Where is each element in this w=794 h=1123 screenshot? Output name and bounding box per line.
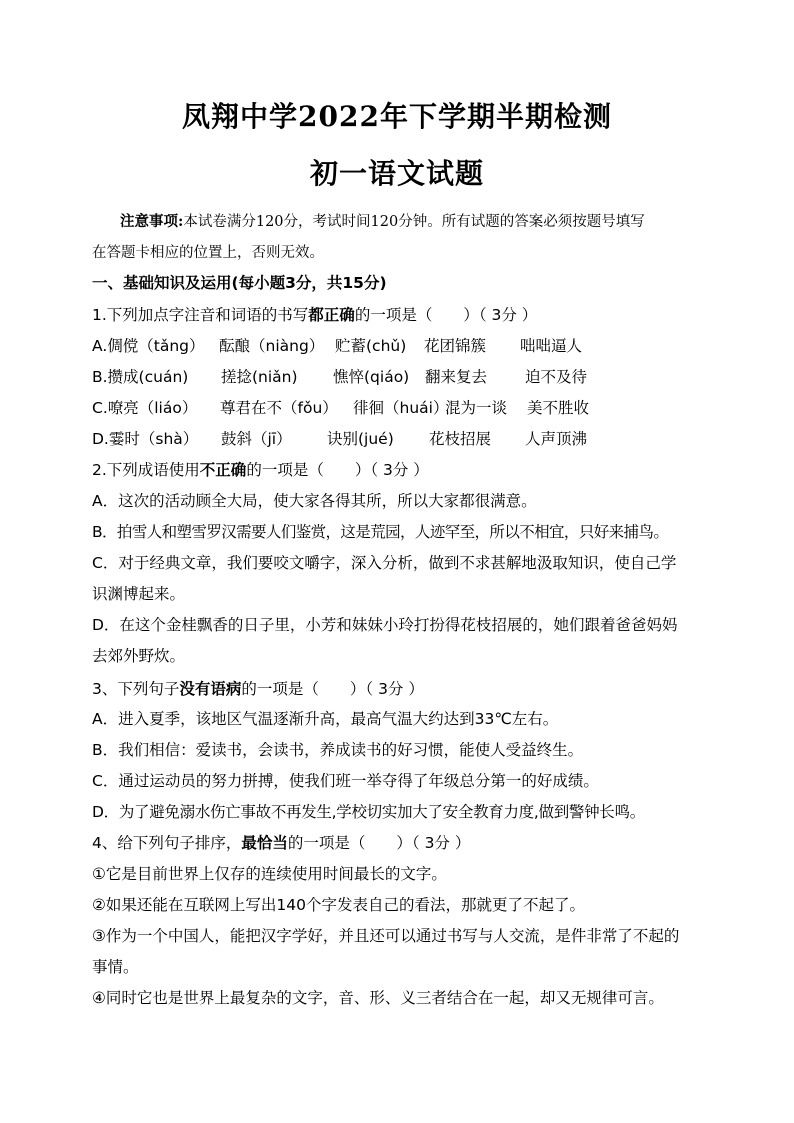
q1-option-b — [92, 367, 732, 387]
q1-option-c — [92, 398, 732, 418]
question-4 — [92, 833, 732, 853]
q1-c-word-1: C.嘹亮（liáo） — [92, 399, 198, 417]
q3-tail: 的一项是（ ）（ 3分 ） — [241, 680, 424, 698]
notice-text-1: 本试卷满分120分，考试时间120分钟。所有试题的答案必须按题号填写 — [183, 214, 645, 230]
q1-b-word-3: 憔悴(qiáo) — [333, 368, 410, 386]
q1-a-word-1: A.倜傥（tǎng） — [92, 337, 205, 355]
question-2 — [92, 460, 732, 480]
q1-a-word-5: 咄咄逼人 — [520, 337, 583, 355]
q1-d-word-3: 诀别(jué) — [327, 430, 394, 448]
q1-c-word-5: 美不胜收 — [527, 399, 590, 417]
q1-a-word-4: 花团锦簇 — [424, 337, 487, 355]
q3-emphasis: 没有语病 — [179, 680, 242, 698]
q1-d-word-4: 花枝招展 — [429, 430, 492, 448]
q3-option-a: A．进入夏季，该地区气温逐渐升高，最高气温大约达到33℃左右。 — [92, 710, 559, 728]
q1-a-word-3: 贮蓄(chǔ) — [335, 337, 407, 355]
question-1 — [92, 305, 732, 325]
q2-option-b: B．拍雪人和塑雪罗汉需要人们鉴赏，这是荒园，人迹罕至，所以不相宜，只好来捕鸟。 — [92, 523, 669, 541]
exam-title: 凤翔中学2022年下学期半期检测 — [182, 100, 612, 133]
q4-sentence-2: ②如果还能在互联网上写出140个字发表自己的看法，那就更了不起了。 — [92, 896, 585, 914]
q2-option-a: A．这次的活动顾全大局，使大家各得其所，所以大家都很满意。 — [92, 492, 537, 510]
q2-tail: 的一项是（ ）（ 3分 ） — [246, 461, 429, 479]
exam-subtitle: 初一语文试题 — [309, 157, 484, 190]
question-3 — [92, 679, 732, 699]
q4-sentence-4: ④同时它也是世界上最复杂的文字，音、形、义三者结合在一起，却又无规律可言。 — [92, 989, 664, 1007]
q2-emphasis: 不正确 — [199, 461, 247, 479]
section-heading: 一、基础知识及运用(每小题3分，共15分) — [92, 274, 387, 292]
q1-tail: 的一项是（ ）（ 3分 ） — [354, 306, 538, 324]
q3-stem: 3、下列句子 — [92, 680, 180, 698]
q1-d-word-2: 鼓斜（jī） — [221, 430, 292, 448]
q1-c-word-4: 混为一谈 — [445, 399, 508, 417]
q3-option-b: B．我们相信：爱读书，会读书，养成读书的好习惯，能使人受益终生。 — [92, 741, 584, 759]
q1-c-word-2: 尊君在不（fǒu） — [220, 399, 338, 417]
q1-option-a — [92, 336, 732, 356]
notice-line-2: 在答题卡相应的位置上，否则无效。 — [92, 245, 324, 261]
q4-sentence-3-line-2: 事情。 — [92, 958, 139, 976]
q4-tail: 的一项是（ ）（ 3分 ） — [287, 834, 471, 852]
q1-b-word-1: B.攒成(cuán) — [92, 368, 189, 386]
q2-option-c-line-1: C．对于经典文章，我们要咬文嚼字，深入分析，做到不求甚解地汲取知识，使自己学 — [92, 554, 677, 572]
q4-sentence-3-line-1: ③作为一个中国人，能把汉字学好，并且还可以通过书写与人交流，是件非常了不起的 — [92, 927, 680, 945]
q1-b-word-4: 翻来复去 — [425, 368, 488, 386]
q4-stem: 4、给下列句子排序， — [92, 834, 242, 852]
q1-option-d — [92, 429, 732, 449]
q1-c-word-3: 徘徊（huái） — [353, 399, 449, 417]
notice-label: 注意事项: — [120, 213, 184, 230]
q2-stem: 2.下列成语使用 — [92, 461, 200, 479]
q2-option-c-line-2: 识渊博起来。 — [92, 585, 186, 603]
q1-stem: 1.下列加点字注音和词语的书写 — [92, 306, 309, 324]
q3-option-c: C．通过运动员的努力拼搏，使我们班一举夺得了年级总分第一的好成绩。 — [92, 772, 599, 790]
q1-d-word-1: D.霎时（shà） — [92, 430, 199, 448]
q4-emphasis: 最恰当 — [241, 834, 288, 852]
q1-d-word-5: 人声顶沸 — [525, 430, 588, 448]
q1-emphasis: 都正确 — [308, 306, 355, 324]
q1-b-word-5: 迫不及待 — [525, 368, 588, 386]
q3-option-d: D．为了避免溺水伤亡事故不再发生,学校切实加大了安全教育力度,做到警钟长鸣。 — [92, 803, 645, 821]
notice-line-1 — [92, 212, 732, 232]
q2-option-d-line-2: 去郊外野炊。 — [92, 647, 186, 665]
q1-b-word-2: 搓捻(niǎn) — [221, 368, 298, 386]
q1-a-word-2: 酝酿（niàng） — [219, 337, 325, 355]
q4-sentence-1: ①它是目前世界上仅存的连续使用时间最长的文字。 — [92, 865, 447, 883]
q2-option-d-line-1: D．在这个金桂飘香的日子里，小芳和妹妹小玲打扮得花枝招展的，她们跟着爸爸妈妈 — [92, 616, 678, 634]
